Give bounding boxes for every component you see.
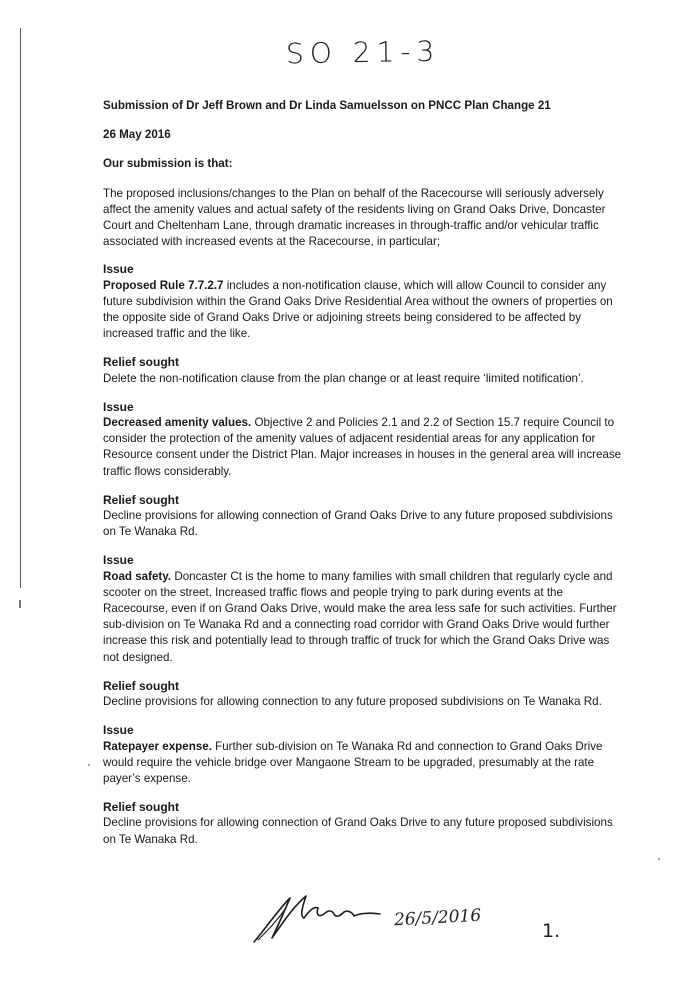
scan-speck bbox=[658, 858, 660, 860]
issue-block bbox=[103, 399, 623, 480]
issue-body: includes a non-notification clause, which will allow Council to consider any future subdivision within the Grand Oaks Drive Residential Area without the owners of properties on the opposite side of Grand Oaks Drive or adjoining streets being considered to be affected by increased traffic and the like. bbox=[103, 278, 613, 341]
issue-body: Objective 2 and Policies 2.1 and 2.2 of Section 15.7 require Council to consider the protection of the amenity values of adjacent residential areas for any application for Resource consent under the District Plan. Major increases in houses in the general area will increase traffic flows considerably. bbox=[103, 416, 622, 478]
issue-heading: Issue bbox=[103, 262, 134, 277]
issue-body: Doncaster Ct is the home to many families with small children that regularly cycle and scooter on the street. Increased traffic flows and people trying to park during events at the Racecourse, even if on Grand Oaks Drive, would make the area less safe for such activities. Further sub-division on Te Wanaka Rd and a connecting road corridor with Grand Oaks Drive would further increase this risk and potentially lead to through traffic of truck for which the Grand Oaks Drive was not designed. bbox=[103, 569, 617, 664]
document-title: Submission of Dr Jeff Brown and Dr Linda Samuelsson on PNCC Plan Change 21 bbox=[103, 99, 551, 112]
relief-block bbox=[103, 354, 623, 386]
issue-block bbox=[103, 722, 623, 787]
issue-lead: Decreased amenity values. bbox=[103, 416, 252, 430]
issue-text bbox=[103, 415, 623, 480]
relief-heading: Relief sought bbox=[103, 800, 180, 815]
issue-lead: Road safety. bbox=[103, 569, 172, 583]
issue-lead: Proposed Rule 7.7.2.7 bbox=[103, 278, 224, 292]
relief-text: Decline provisions for allowing connection to any future proposed subdivisions on Te Wanaka Rd. bbox=[103, 695, 602, 709]
scan-speck bbox=[88, 764, 90, 766]
signature-date: 26/5/2016 bbox=[393, 905, 482, 931]
intro-paragraph: The proposed inclusions/changes to the Plan on behalf of the Racecourse will seriously adversely affect the amenity values and actual safety of the residents living on Grand Oaks Drive, Doncaster Court and Cheltenham Lane, through dramatic increases in through-traffic and/or vehicular traffic associated with increased events at the Racecourse, in particular; bbox=[103, 186, 606, 249]
issue-body: Further sub-division on Te Wanaka Rd and connection to Grand Oaks Drive would require the vehicle bridge over Mangaone Stream to be upgraded, presumably at the rate payer’s expense. bbox=[103, 739, 603, 785]
handwritten-reference: SO 21-3 bbox=[285, 34, 441, 71]
relief-text: Decline provisions for allowing connection of Grand Oaks Drive to any future proposed subdivisions on Te Wanaka Rd. bbox=[103, 816, 613, 846]
margin-mark bbox=[19, 600, 21, 608]
relief-text: Delete the non-notification clause from the plan change or at least require ‘limited notification’. bbox=[103, 371, 584, 385]
document-date: 26 May 2016 bbox=[103, 128, 171, 142]
relief-heading: Relief sought bbox=[103, 492, 180, 507]
issue-heading: Issue bbox=[103, 723, 134, 738]
relief-block bbox=[103, 678, 623, 710]
issue-text bbox=[103, 739, 623, 788]
handwritten-signature bbox=[248, 888, 388, 948]
issue-text bbox=[103, 569, 623, 666]
relief-heading: Relief sought bbox=[103, 678, 180, 693]
page-number: 1. bbox=[542, 920, 561, 942]
submission-body bbox=[103, 98, 623, 860]
left-margin-line bbox=[20, 28, 21, 588]
issue-block bbox=[103, 261, 623, 342]
issue-text bbox=[103, 278, 623, 343]
relief-heading: Relief sought bbox=[103, 355, 180, 370]
issue-heading: Issue bbox=[103, 553, 134, 568]
relief-block bbox=[103, 492, 623, 541]
relief-block bbox=[103, 799, 623, 848]
submission-lead: Our submission is that: bbox=[103, 157, 233, 171]
issue-lead: Ratepayer expense. bbox=[103, 739, 212, 753]
issue-block bbox=[103, 552, 623, 665]
relief-text: Decline provisions for allowing connection of Grand Oaks Drive to any future proposed subdivisions on Te Wanaka Rd. bbox=[103, 509, 613, 539]
issue-heading: Issue bbox=[103, 399, 134, 414]
